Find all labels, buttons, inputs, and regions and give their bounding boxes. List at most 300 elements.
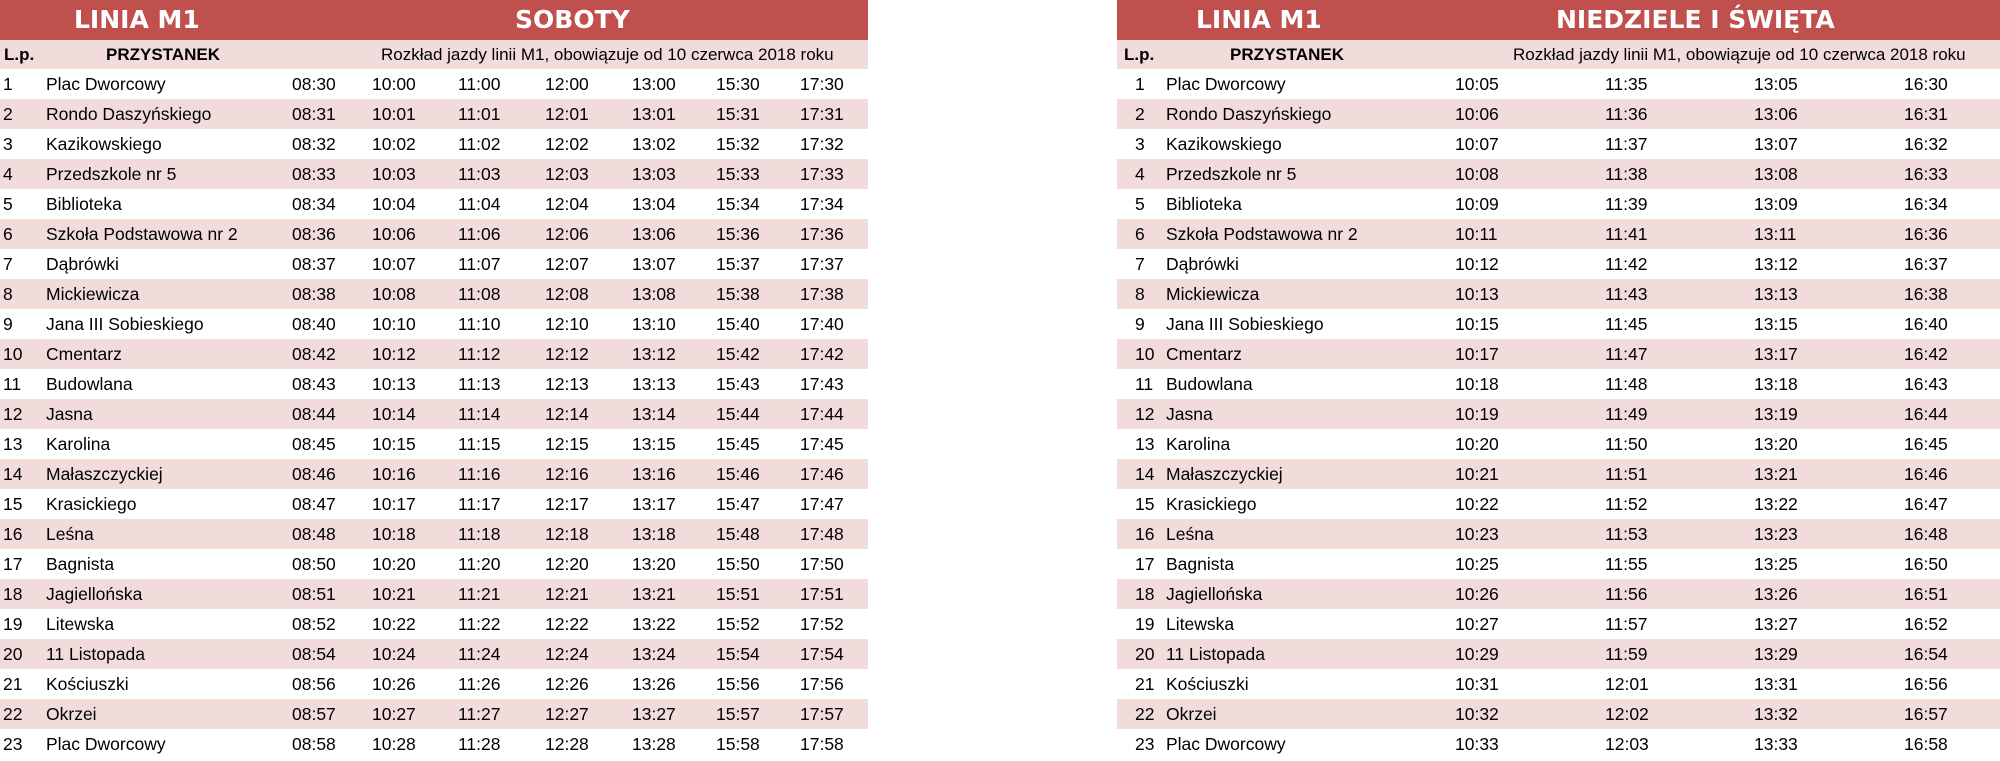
departure-time: 16:40	[1904, 314, 1948, 334]
departure-time: 15:34	[716, 194, 760, 214]
schedule-validity: Rozkład jazdy linii M1, obowiązuje od 10 czerwca 2018 roku	[1513, 45, 1966, 64]
departure-time: 17:36	[800, 224, 844, 244]
departure-time: 10:33	[1455, 734, 1499, 754]
table-row	[1117, 579, 2000, 609]
stop-name: Karolina	[46, 434, 111, 454]
row-number: 20	[3, 644, 23, 664]
departure-time: 10:12	[372, 344, 416, 364]
stop-name: Krasickiego	[46, 494, 137, 514]
line-label: LINIA M1	[1196, 5, 1322, 34]
departure-time: 08:37	[292, 254, 336, 274]
departure-time: 16:37	[1904, 254, 1948, 274]
stop-name: 11 Listopada	[1166, 644, 1265, 664]
departure-time: 16:43	[1904, 374, 1948, 394]
departure-time: 17:47	[800, 494, 844, 514]
table-row	[0, 129, 868, 159]
stop-name: Plac Dworcowy	[1166, 74, 1286, 94]
column-stop: PRZYSTANEK	[1230, 45, 1344, 64]
row-number: 10	[3, 344, 23, 364]
departure-time: 16:34	[1904, 194, 1948, 214]
day-label: SOBOTY	[515, 5, 630, 34]
departure-time: 12:00	[545, 74, 589, 94]
departure-time: 12:28	[545, 734, 589, 754]
departure-time: 10:07	[372, 254, 416, 274]
departure-time: 11:43	[1605, 284, 1648, 304]
departure-time: 15:56	[716, 674, 760, 694]
table-row	[0, 669, 868, 699]
departure-time: 12:02	[1605, 704, 1649, 724]
departure-time: 17:37	[800, 254, 844, 274]
sunday-timetable	[1117, 0, 2000, 759]
departure-time: 11:36	[1605, 104, 1648, 124]
stop-name: Kościuszki	[46, 674, 129, 694]
departure-time: 12:16	[545, 464, 589, 484]
departure-time: 15:51	[716, 584, 760, 604]
departure-time: 10:20	[372, 554, 416, 574]
departure-time: 17:51	[800, 584, 844, 604]
departure-time: 13:18	[1754, 374, 1798, 394]
row-number: 12	[1135, 404, 1155, 424]
departure-time: 13:06	[1754, 104, 1798, 124]
departure-time: 12:07	[545, 254, 589, 274]
departure-time: 13:26	[632, 674, 676, 694]
departure-time: 11:57	[1605, 614, 1648, 634]
row-number: 13	[1135, 434, 1155, 454]
table-row	[1117, 219, 2000, 249]
saturday-timetable	[0, 0, 868, 759]
stop-name: Przedszkole nr 5	[1166, 164, 1297, 184]
departure-time: 11:13	[458, 374, 501, 394]
departure-time: 11:04	[458, 194, 501, 214]
stop-name: Szkoła Podstawowa nr 2	[1166, 224, 1358, 244]
table-row	[1117, 639, 2000, 669]
departure-time: 15:47	[716, 494, 760, 514]
table-row	[1117, 609, 2000, 639]
departure-time: 11:53	[1605, 524, 1648, 544]
departure-time: 13:27	[632, 704, 676, 724]
departure-time: 13:08	[632, 284, 676, 304]
stop-name: Leśna	[1166, 524, 1214, 544]
stop-name: Litewska	[1166, 614, 1235, 634]
row-number: 17	[3, 554, 23, 574]
departure-time: 13:33	[1754, 734, 1798, 754]
departure-time: 13:21	[1754, 464, 1798, 484]
departure-time: 15:48	[716, 524, 760, 544]
column-lp: L.p.	[4, 45, 35, 64]
departure-time: 10:10	[372, 314, 416, 334]
table-row	[0, 69, 868, 99]
departure-time: 10:07	[1455, 134, 1499, 154]
table-row	[0, 159, 868, 189]
sunday-banner	[1117, 0, 2000, 40]
departure-time: 13:15	[632, 434, 676, 454]
departure-time: 10:22	[1455, 494, 1499, 514]
row-number: 21	[1135, 674, 1155, 694]
departure-time: 17:46	[800, 464, 844, 484]
table-row	[1117, 69, 2000, 99]
table-row	[1117, 669, 2000, 699]
row-number: 7	[1135, 254, 1145, 274]
departure-time: 11:00	[458, 74, 501, 94]
departure-time: 10:29	[1455, 644, 1499, 664]
row-number: 19	[3, 614, 23, 634]
stop-name: Rondo Daszyńskiego	[46, 104, 212, 124]
row-number: 11	[1135, 374, 1154, 394]
departure-time: 10:17	[1455, 344, 1499, 364]
departure-time: 10:32	[1455, 704, 1499, 724]
departure-time: 11:37	[1605, 134, 1648, 154]
departure-time: 13:20	[632, 554, 676, 574]
departure-time: 17:42	[800, 344, 844, 364]
departure-time: 10:00	[372, 74, 416, 94]
departure-time: 13:00	[632, 74, 676, 94]
departure-time: 15:38	[716, 284, 760, 304]
table-row	[0, 489, 868, 519]
departure-time: 11:16	[458, 464, 501, 484]
row-number: 2	[3, 104, 13, 124]
departure-time: 12:10	[545, 314, 589, 334]
stop-name: Budowlana	[46, 374, 133, 394]
departure-time: 11:49	[1605, 404, 1648, 424]
departure-time: 11:27	[458, 704, 501, 724]
departure-time: 13:21	[632, 584, 676, 604]
departure-time: 08:45	[292, 434, 336, 454]
departure-time: 08:44	[292, 404, 336, 424]
row-number: 12	[3, 404, 23, 424]
departure-time: 08:58	[292, 734, 336, 754]
departure-time: 11:51	[1605, 464, 1648, 484]
departure-time: 12:27	[545, 704, 589, 724]
departure-time: 12:03	[1605, 734, 1649, 754]
departure-time: 12:22	[545, 614, 589, 634]
departure-time: 13:31	[1754, 674, 1798, 694]
table-row	[1117, 279, 2000, 309]
departure-time: 13:14	[632, 404, 676, 424]
table-row	[0, 279, 868, 309]
stop-name: 11 Listopada	[46, 644, 145, 664]
table-row	[1117, 729, 2000, 759]
departure-time: 11:02	[458, 134, 501, 154]
row-number: 2	[1135, 104, 1145, 124]
departure-time: 16:36	[1904, 224, 1948, 244]
table-row	[1117, 249, 2000, 279]
departure-time: 17:40	[800, 314, 844, 334]
departure-time: 13:23	[1754, 524, 1798, 544]
departure-time: 08:46	[292, 464, 336, 484]
table-row	[1117, 429, 2000, 459]
departure-time: 13:05	[1754, 74, 1798, 94]
departure-time: 16:32	[1904, 134, 1948, 154]
table-row	[0, 369, 868, 399]
departure-time: 15:42	[716, 344, 760, 364]
table-row	[1117, 549, 2000, 579]
departure-time: 12:01	[1605, 674, 1649, 694]
departure-time: 11:24	[458, 644, 501, 664]
departure-time: 13:12	[1754, 254, 1798, 274]
departure-time: 13:12	[632, 344, 676, 364]
stop-name: Litewska	[46, 614, 115, 634]
departure-time: 10:21	[1455, 464, 1499, 484]
departure-time: 12:24	[545, 644, 589, 664]
stop-name: Bagnista	[46, 554, 115, 574]
day-label: NIEDZIELE I ŚWIĘTA	[1556, 5, 1835, 34]
departure-time: 16:54	[1904, 644, 1948, 664]
departure-time: 10:28	[372, 734, 416, 754]
schedule-validity: Rozkład jazdy linii M1, obowiązuje od 10 czerwca 2018 roku	[381, 45, 834, 64]
departure-time: 13:32	[1754, 704, 1798, 724]
departure-time: 10:02	[372, 134, 416, 154]
departure-time: 16:51	[1904, 584, 1948, 604]
departure-time: 17:56	[800, 674, 844, 694]
stop-name: Leśna	[46, 524, 94, 544]
stop-name: Plac Dworcowy	[1166, 734, 1286, 754]
stop-name: Cmentarz	[1166, 344, 1242, 364]
departure-time: 10:17	[372, 494, 416, 514]
departure-time: 13:24	[632, 644, 676, 664]
departure-time: 13:06	[632, 224, 676, 244]
departure-time: 17:33	[800, 164, 844, 184]
departure-time: 17:48	[800, 524, 844, 544]
table-row	[0, 429, 868, 459]
row-number: 1	[3, 74, 13, 94]
departure-time: 12:01	[545, 104, 589, 124]
departure-time: 15:44	[716, 404, 760, 424]
row-number: 3	[1135, 134, 1145, 154]
departure-time: 11:47	[1605, 344, 1648, 364]
departure-time: 13:22	[1754, 494, 1798, 514]
departure-time: 13:19	[1754, 404, 1798, 424]
departure-time: 16:38	[1904, 284, 1948, 304]
departure-time: 11:17	[458, 494, 501, 514]
departure-time: 17:57	[800, 704, 844, 724]
departure-time: 10:11	[1455, 224, 1498, 244]
row-number: 13	[3, 434, 23, 454]
table-row	[1117, 99, 2000, 129]
departure-time: 11:03	[458, 164, 501, 184]
row-number: 11	[3, 374, 22, 394]
departure-time: 11:18	[458, 524, 501, 544]
departure-time: 08:50	[292, 554, 336, 574]
departure-time: 10:01	[372, 104, 416, 124]
departure-time: 08:54	[292, 644, 336, 664]
departure-time: 12:18	[545, 524, 589, 544]
departure-time: 11:12	[458, 344, 501, 364]
table-row	[1117, 369, 2000, 399]
stop-name: Jasna	[46, 404, 93, 424]
row-number: 9	[1135, 314, 1145, 334]
table-row	[0, 309, 868, 339]
departure-time: 11:59	[1605, 644, 1648, 664]
departure-time: 11:22	[458, 614, 501, 634]
departure-time: 10:26	[1455, 584, 1499, 604]
departure-time: 11:28	[458, 734, 501, 754]
departure-time: 10:15	[372, 434, 416, 454]
departure-time: 10:03	[372, 164, 416, 184]
departure-time: 15:57	[716, 704, 760, 724]
departure-time: 13:15	[1754, 314, 1798, 334]
departure-time: 13:13	[632, 374, 676, 394]
departure-time: 13:18	[632, 524, 676, 544]
departure-time: 10:21	[372, 584, 416, 604]
stop-name: Cmentarz	[46, 344, 122, 364]
stop-name: Kazikowskiego	[46, 134, 162, 154]
departure-time: 10:18	[1455, 374, 1499, 394]
stop-name: Plac Dworcowy	[46, 74, 166, 94]
departure-time: 13:13	[1754, 284, 1798, 304]
departure-time: 13:07	[632, 254, 676, 274]
row-number: 18	[1135, 584, 1155, 604]
row-number: 4	[3, 164, 13, 184]
departure-time: 15:54	[716, 644, 760, 664]
departure-time: 11:56	[1605, 584, 1648, 604]
departure-time: 15:30	[716, 74, 760, 94]
departure-time: 16:56	[1904, 674, 1948, 694]
table-row	[0, 219, 868, 249]
departure-time: 12:26	[545, 674, 589, 694]
departure-time: 11:07	[458, 254, 501, 274]
departure-time: 11:48	[1605, 374, 1648, 394]
row-number: 9	[3, 314, 13, 334]
departure-time: 12:14	[545, 404, 589, 424]
row-number: 19	[1135, 614, 1155, 634]
departure-time: 16:47	[1904, 494, 1948, 514]
departure-time: 11:06	[458, 224, 501, 244]
row-number: 5	[1135, 194, 1145, 214]
row-number: 7	[3, 254, 13, 274]
departure-time: 08:56	[292, 674, 336, 694]
departure-time: 13:09	[1754, 194, 1798, 214]
departure-time: 10:08	[372, 284, 416, 304]
saturday-column-header	[0, 40, 868, 69]
departure-time: 13:25	[1754, 554, 1798, 574]
departure-time: 13:17	[632, 494, 676, 514]
row-number: 3	[3, 134, 13, 154]
departure-time: 16:44	[1904, 404, 1948, 424]
row-number: 14	[1135, 464, 1155, 484]
stop-name: Małaszczyckiej	[46, 464, 163, 484]
departure-time: 08:43	[292, 374, 336, 394]
table-row	[1117, 129, 2000, 159]
row-number: 16	[1135, 524, 1155, 544]
departure-time: 15:31	[716, 104, 760, 124]
departure-time: 12:02	[545, 134, 589, 154]
stop-name: Jagiellońska	[1166, 584, 1263, 604]
stop-name: Okrzei	[1166, 704, 1217, 724]
departure-time: 13:26	[1754, 584, 1798, 604]
departure-time: 15:45	[716, 434, 760, 454]
departure-time: 16:42	[1904, 344, 1948, 364]
departure-time: 08:34	[292, 194, 336, 214]
row-number: 14	[3, 464, 23, 484]
departure-time: 10:12	[1455, 254, 1499, 274]
departure-time: 13:08	[1754, 164, 1798, 184]
table-row	[0, 579, 868, 609]
stop-name: Mickiewicza	[1166, 284, 1260, 304]
departure-time: 15:32	[716, 134, 760, 154]
departure-time: 15:37	[716, 254, 760, 274]
sunday-column-header	[1117, 40, 2000, 69]
row-number: 6	[3, 224, 13, 244]
stop-name: Dąbrówki	[46, 254, 119, 274]
departure-time: 08:40	[292, 314, 336, 334]
stop-name: Bagnista	[1166, 554, 1235, 574]
departure-time: 13:17	[1754, 344, 1798, 364]
departure-time: 10:06	[372, 224, 416, 244]
table-row	[1117, 519, 2000, 549]
departure-time: 12:20	[545, 554, 589, 574]
row-number: 20	[1135, 644, 1155, 664]
departure-time: 11:15	[458, 434, 501, 454]
departure-time: 10:31	[1455, 674, 1499, 694]
departure-time: 15:46	[716, 464, 760, 484]
row-number: 8	[1135, 284, 1145, 304]
departure-time: 17:52	[800, 614, 844, 634]
departure-time: 15:52	[716, 614, 760, 634]
departure-time: 13:22	[632, 614, 676, 634]
departure-time: 16:52	[1904, 614, 1948, 634]
departure-time: 12:17	[545, 494, 589, 514]
table-row	[0, 729, 868, 759]
row-number: 15	[3, 494, 23, 514]
table-row	[0, 459, 868, 489]
departure-time: 10:06	[1455, 104, 1499, 124]
departure-time: 08:47	[292, 494, 336, 514]
departure-time: 11:35	[1605, 74, 1648, 94]
departure-time: 15:40	[716, 314, 760, 334]
table-row	[0, 639, 868, 669]
departure-time: 11:52	[1605, 494, 1648, 514]
departure-time: 10:27	[1455, 614, 1499, 634]
departure-time: 10:24	[372, 644, 416, 664]
departure-time: 17:43	[800, 374, 844, 394]
departure-time: 13:27	[1754, 614, 1798, 634]
table-row	[0, 699, 868, 729]
departure-time: 10:08	[1455, 164, 1499, 184]
departure-time: 10:18	[372, 524, 416, 544]
departure-time: 10:20	[1455, 434, 1499, 454]
table-row	[0, 519, 868, 549]
departure-time: 11:50	[1605, 434, 1648, 454]
departure-time: 11:14	[458, 404, 501, 424]
departure-time: 17:34	[800, 194, 844, 214]
departure-time: 10:26	[372, 674, 416, 694]
departure-time: 10:15	[1455, 314, 1499, 334]
departure-time: 17:45	[800, 434, 844, 454]
departure-time: 08:57	[292, 704, 336, 724]
table-row	[1117, 189, 2000, 219]
departure-time: 10:13	[372, 374, 416, 394]
departure-time: 11:08	[458, 284, 501, 304]
table-row	[0, 399, 868, 429]
stop-name: Dąbrówki	[1166, 254, 1239, 274]
departure-time: 11:10	[458, 314, 501, 334]
departure-time: 17:31	[800, 104, 844, 124]
stop-name: Okrzei	[46, 704, 97, 724]
departure-time: 11:21	[458, 584, 501, 604]
stop-name: Budowlana	[1166, 374, 1253, 394]
departure-time: 08:32	[292, 134, 336, 154]
stop-name: Kazikowskiego	[1166, 134, 1282, 154]
departure-time: 08:38	[292, 284, 336, 304]
row-number: 22	[3, 704, 23, 724]
stop-name: Biblioteka	[1166, 194, 1242, 214]
row-number: 17	[1135, 554, 1155, 574]
departure-time: 15:36	[716, 224, 760, 244]
departure-time: 10:19	[1455, 404, 1499, 424]
sunday-rows	[1117, 69, 2000, 759]
departure-time: 08:31	[292, 104, 336, 124]
stop-name: Jagiellońska	[46, 584, 143, 604]
